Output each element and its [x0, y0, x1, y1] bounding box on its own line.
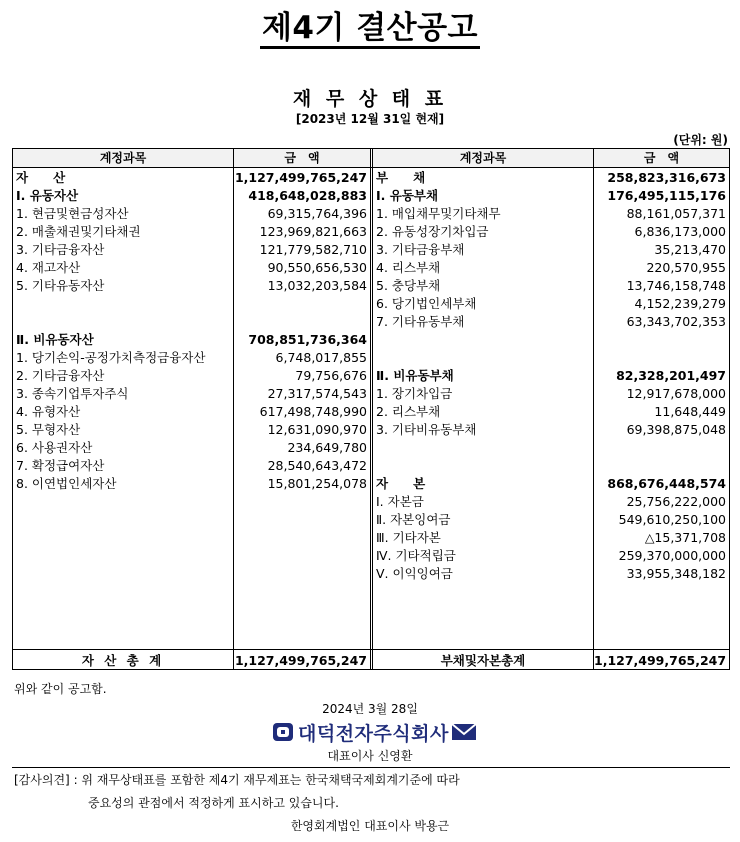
- account-amount: 4,152,239,279: [634, 296, 726, 311]
- account-name: 6. 사용권자산: [16, 440, 93, 455]
- account-amount: 259,370,000,000: [618, 548, 726, 563]
- account-name: 8. 이연법인세자산: [16, 476, 117, 491]
- statement-row: [13, 367, 367, 385]
- statement-row: [373, 241, 729, 259]
- statement-row: [13, 421, 367, 439]
- account-name: Ⅰ. 유동부채: [376, 188, 439, 203]
- account-name: 3. 기타비유동부채: [376, 422, 477, 437]
- account-name: 자 본: [376, 476, 426, 491]
- auditor-name: 한영회계법인 대표이사 박용근: [290, 819, 450, 833]
- account-name: 2. 매출채권및기타채권: [16, 224, 141, 239]
- statement-row: [373, 295, 729, 313]
- announcement-note: 위와 같이 공고함.: [14, 682, 107, 696]
- account-amount: 1,127,499,765,247: [234, 170, 367, 185]
- account-amount: 121,779,582,710: [259, 242, 367, 257]
- unit-label: (단위: 원): [673, 133, 728, 147]
- statement-row: [13, 457, 367, 475]
- company-logo: [272, 719, 477, 745]
- account-amount: 27,317,574,543: [267, 386, 367, 401]
- account-name: 2. 유동성장기차입금: [376, 224, 489, 239]
- balance-sheet-table: [12, 148, 730, 670]
- account-amount: 69,398,875,048: [626, 422, 726, 437]
- account-name: 3. 종속기업투자주식: [16, 386, 129, 401]
- account-amount: 35,213,470: [654, 242, 726, 257]
- statement-row: [373, 277, 729, 295]
- statement-title: 재 무 상 태 표: [292, 88, 448, 110]
- company-name: 대덕전자주식회사: [298, 722, 449, 745]
- statement-row: [13, 439, 367, 457]
- account-name: 5. 무형자산: [16, 422, 81, 437]
- statement-row: [373, 169, 729, 187]
- account-name: 4. 재고자산: [16, 260, 81, 275]
- account-amount: 25,756,222,000: [626, 494, 726, 509]
- account-name: 2. 기타금융자산: [16, 368, 105, 383]
- header-amount-left: 금 액: [234, 149, 370, 167]
- total-assets-value: 1,127,499,765,247: [234, 653, 367, 668]
- statement-row: [13, 331, 367, 349]
- account-amount: 6,748,017,855: [275, 350, 367, 365]
- header-divider: [13, 167, 729, 168]
- audit-opinion: [14, 771, 460, 788]
- account-name: 6. 당기법인세부채: [376, 296, 477, 311]
- account-amount: 418,648,028,883: [248, 188, 367, 203]
- account-amount: 13,032,203,584: [267, 278, 367, 293]
- account-amount: 13,746,158,748: [626, 278, 726, 293]
- statement-row: [373, 421, 729, 439]
- account-name: 1. 장기차입금: [376, 386, 453, 401]
- account-amount: 11,648,449: [654, 404, 726, 419]
- statement-row: [13, 169, 367, 187]
- account-name: Ⅱ. 비유동부채: [376, 368, 454, 383]
- statement-row: [373, 403, 729, 421]
- account-amount: 258,823,316,673: [607, 170, 726, 185]
- account-name: 5. 충당부채: [376, 278, 441, 293]
- account-name: 3. 기타금융부채: [376, 242, 465, 257]
- account-name: 1. 매입채무및기타채무: [376, 206, 501, 221]
- total-liabilities-equity-label: 부채및자본총계: [440, 653, 526, 668]
- account-name: Ⅰ. 유동자산: [16, 188, 79, 203]
- statement-row: [373, 511, 729, 529]
- header-amount-right: 금 액: [594, 149, 729, 167]
- statement-row: [373, 313, 729, 331]
- account-amount: 63,343,702,353: [626, 314, 726, 329]
- account-amount: 708,851,736,364: [248, 332, 367, 347]
- statement-row: [13, 241, 367, 259]
- statement-row: [373, 223, 729, 241]
- statement-row: [373, 385, 729, 403]
- total-liabilities-equity-value: 1,127,499,765,247: [594, 653, 727, 668]
- audit-opinion-label: [감사의견]: [14, 773, 70, 787]
- statement-row: [373, 529, 729, 547]
- statement-row: [13, 223, 367, 241]
- header-account-right: 계정과목: [373, 149, 593, 167]
- account-amount: 6,836,173,000: [634, 224, 726, 239]
- account-amount: 234,649,780: [287, 440, 367, 455]
- statement-row: [13, 385, 367, 403]
- account-amount: 79,756,676: [295, 368, 367, 383]
- statement-row: [373, 205, 729, 223]
- account-name: Ⅰ. 자본금: [376, 494, 424, 509]
- account-amount: 82,328,201,497: [616, 368, 726, 383]
- audit-opinion-line2: 중요성의 관점에서 적정하게 표시하고 있습니다.: [88, 796, 339, 810]
- statement-row: [13, 259, 367, 277]
- statement-row: [373, 259, 729, 277]
- account-name: 2. 리스부채: [376, 404, 441, 419]
- account-amount: 33,955,348,182: [626, 566, 726, 581]
- account-amount: 123,969,821,663: [259, 224, 367, 239]
- account-amount: 15,801,254,078: [267, 476, 367, 491]
- account-name: 4. 리스부채: [376, 260, 441, 275]
- account-name: Ⅱ. 자본잉여금: [376, 512, 451, 527]
- account-amount: 176,495,115,176: [607, 188, 726, 203]
- statement-row: [373, 367, 729, 385]
- account-amount: 617,498,748,990: [259, 404, 367, 419]
- account-name: Ⅳ. 기타적립금: [376, 548, 456, 563]
- account-amount: 549,610,250,100: [618, 512, 726, 527]
- as-of-date: [2023년 12월 31일 현재]: [295, 112, 445, 126]
- announcement-title: 제4기 결산공고: [0, 2, 740, 47]
- account-name: 부 채: [376, 170, 426, 185]
- account-name: 7. 확정급여자산: [16, 458, 105, 473]
- envelope-logo-icon: [451, 721, 477, 743]
- statement-row: [373, 475, 729, 493]
- account-name: Ⅱ. 비유동자산: [16, 332, 94, 347]
- ceo-name: 대표이사 신영환: [327, 749, 413, 763]
- account-name: 1. 당기손익-공정가치측정금융자산: [16, 350, 206, 365]
- account-name: 3. 기타금융자산: [16, 242, 105, 257]
- account-amount: 868,676,448,574: [607, 476, 726, 491]
- statement-row: [13, 475, 367, 493]
- account-name: 자 산: [16, 170, 66, 185]
- total-assets-label: 자 산 총 계: [81, 653, 165, 668]
- statement-row: [373, 493, 729, 511]
- account-amount: 90,550,656,530: [267, 260, 367, 275]
- account-amount: 12,631,090,970: [267, 422, 367, 437]
- statement-row: [373, 187, 729, 205]
- account-name: Ⅴ. 이익잉여금: [376, 566, 453, 581]
- totals-divider: [13, 649, 729, 650]
- account-name: 1. 현금및현금성자산: [16, 206, 129, 221]
- statement-row: [13, 277, 367, 295]
- account-name: 5. 기타유동자산: [16, 278, 105, 293]
- account-amount: 88,161,057,371: [626, 206, 726, 221]
- account-amount: 12,917,678,000: [626, 386, 726, 401]
- statement-row: [373, 547, 729, 565]
- account-amount: △15,371,708: [644, 530, 726, 545]
- audit-separator: [12, 767, 730, 768]
- audit-opinion-line1: : 위 재무상태표를 포함한 제4기 재무제표는 한국채택국제회계기준에 따라: [73, 773, 460, 787]
- statement-row: [13, 349, 367, 367]
- account-amount: 220,570,955: [646, 260, 726, 275]
- announcement-date: 2024년 3월 28일: [322, 702, 418, 716]
- header-account-left: 계정과목: [13, 149, 233, 167]
- statement-row: [13, 187, 367, 205]
- company-logo-mark-icon: [272, 721, 294, 743]
- statement-row: [13, 205, 367, 223]
- account-name: 4. 유형자산: [16, 404, 81, 419]
- account-amount: 69,315,764,396: [267, 206, 367, 221]
- account-amount: 28,540,643,472: [267, 458, 367, 473]
- statement-row: [373, 565, 729, 583]
- account-name: 7. 기타유동부채: [376, 314, 465, 329]
- account-name: Ⅲ. 기타자본: [376, 530, 441, 545]
- statement-row: [13, 403, 367, 421]
